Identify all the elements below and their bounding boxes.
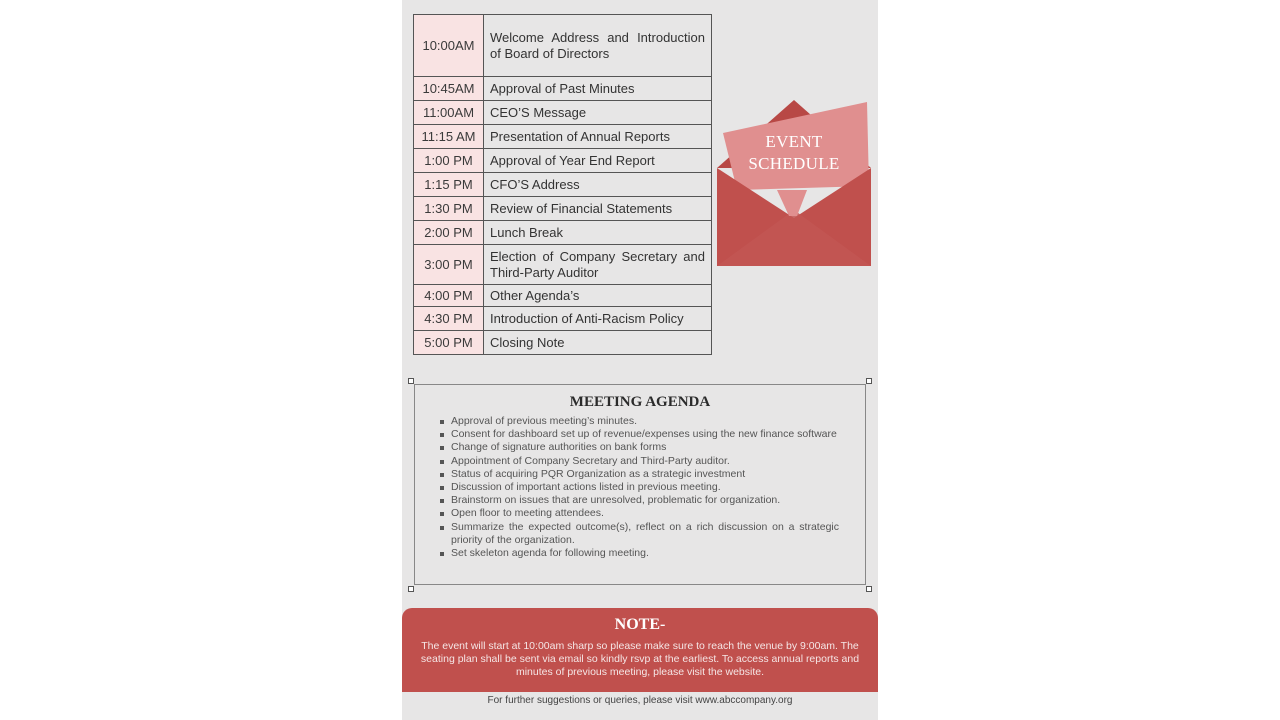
schedule-activity: CFO’S Address: [484, 173, 712, 197]
schedule-activity: Approval of Past Minutes: [484, 77, 712, 101]
schedule-time: 5:00 PM: [414, 331, 484, 355]
schedule-activity: Welcome Address and Introduction of Board of Directors: [484, 15, 712, 77]
note-panel: [402, 608, 878, 692]
schedule-row: [414, 15, 712, 77]
agenda-item: Set skeleton agenda for following meeting.: [451, 547, 839, 560]
resize-handle-top-left[interactable]: [408, 378, 414, 384]
schedule-time: 1:15 PM: [414, 173, 484, 197]
note-text: The event will start at 10:00am sharp so please make sure to reach the venue by 9:00am. The seating plan shall be sent via email so kindly rsvp at the earliest. To access annual reports and minutes of previous meeting, please visit the website.: [420, 640, 860, 678]
note-title: NOTE-: [614, 616, 666, 633]
schedule-activity: Other Agenda’s: [484, 285, 712, 307]
schedule-row: [414, 197, 712, 221]
schedule-activity: Election of Company Secretary and Third-Party Auditor: [484, 245, 712, 285]
schedule-activity: Review of Financial Statements: [484, 197, 712, 221]
agenda-item: Appointment of Company Secretary and Third-Party auditor.: [451, 455, 839, 468]
agenda-title: MEETING AGENDA: [569, 394, 711, 410]
agenda-item: Brainstorm on issues that are unresolved, problematic for organization.: [451, 494, 839, 507]
resize-handle-bottom-right[interactable]: [866, 586, 872, 592]
agenda-item: Status of acquiring PQR Organization as a strategic investment: [451, 468, 839, 481]
schedule-time: 1:30 PM: [414, 197, 484, 221]
schedule-row: [414, 307, 712, 331]
resize-handle-bottom-left[interactable]: [408, 586, 414, 592]
agenda-item: Approval of previous meeting’s minutes.: [451, 415, 839, 428]
schedule-row: [414, 245, 712, 285]
agenda-item: Consent for dashboard set up of revenue/expenses using the new finance software: [451, 428, 839, 441]
resize-handle-top-right[interactable]: [866, 378, 872, 384]
schedule-time: 4:00 PM: [414, 285, 484, 307]
schedule-activity: Introduction of Anti-Racism Policy: [484, 307, 712, 331]
agenda-list: [451, 415, 839, 560]
schedule-row: [414, 331, 712, 355]
schedule-time: 10:45AM: [414, 77, 484, 101]
document-page: [402, 0, 878, 720]
agenda-item: Change of signature authorities on bank forms: [451, 441, 839, 454]
schedule-row: [414, 221, 712, 245]
footer-text: For further suggestions or queries, please visit www.abccompany.org: [487, 695, 793, 706]
schedule-activity: Closing Note: [484, 331, 712, 355]
envelope-icon: [717, 98, 871, 268]
schedule-activity: Approval of Year End Report: [484, 149, 712, 173]
schedule-activity: Lunch Break: [484, 221, 712, 245]
schedule-row: [414, 173, 712, 197]
event-schedule-table: [413, 14, 712, 355]
schedule-row: [414, 101, 712, 125]
schedule-row: [414, 285, 712, 307]
schedule-activity: CEO’S Message: [484, 101, 712, 125]
agenda-item: Discussion of important actions listed in previous meeting.: [451, 481, 839, 494]
schedule-activity: Presentation of Annual Reports: [484, 125, 712, 149]
schedule-time: 2:00 PM: [414, 221, 484, 245]
schedule-time: 1:00 PM: [414, 149, 484, 173]
schedule-time: 11:15 AM: [414, 125, 484, 149]
agenda-item: Open floor to meeting attendees.: [451, 507, 839, 520]
schedule-time: 4:30 PM: [414, 307, 484, 331]
envelope-label-schedule: SCHEDULE: [748, 154, 840, 173]
agenda-item: Summarize the expected outcome(s), reflect on a rich discussion on a strategic priority of the organization.: [451, 520, 839, 546]
schedule-time: 11:00AM: [414, 101, 484, 125]
envelope-label-event: EVENT: [765, 132, 823, 151]
schedule-time: 3:00 PM: [414, 245, 484, 285]
schedule-row: [414, 125, 712, 149]
schedule-row: [414, 77, 712, 101]
schedule-time: 10:00AM: [414, 15, 484, 77]
schedule-row: [414, 149, 712, 173]
